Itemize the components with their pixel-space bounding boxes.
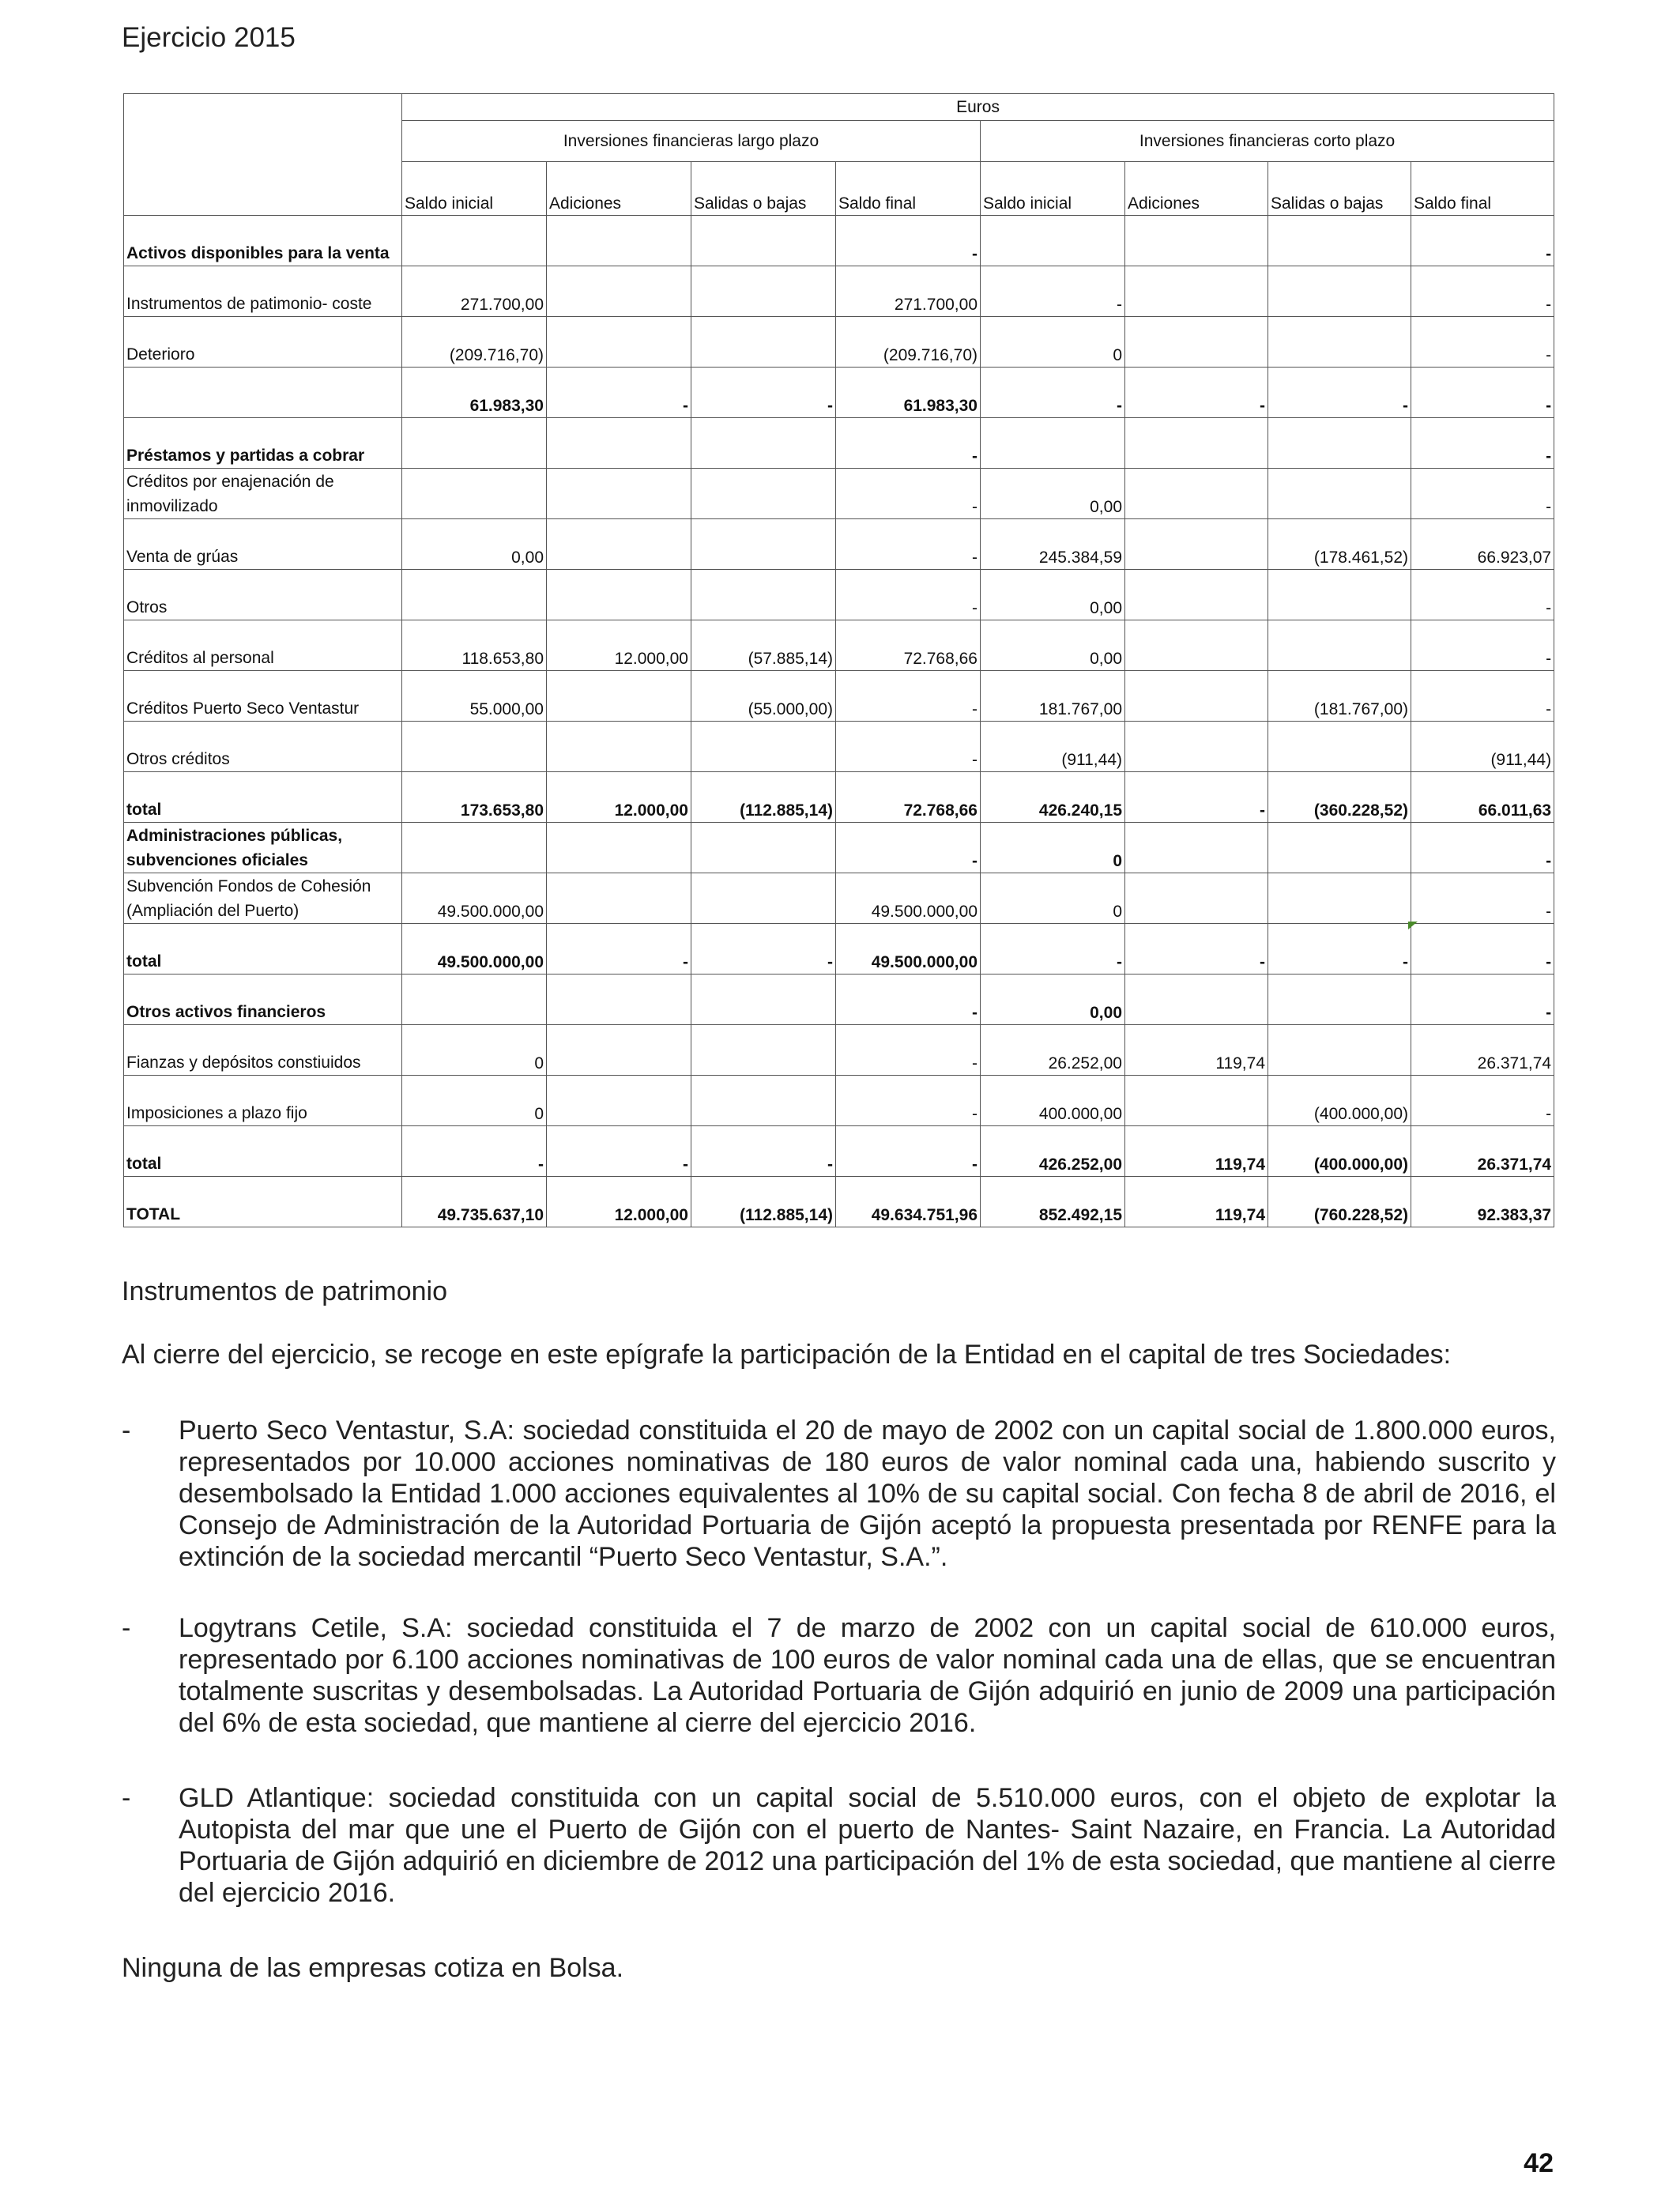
table-cell: 66.011,63 [1411,772,1554,823]
table-cell: 61.983,30 [402,368,547,418]
table-cell [1268,873,1411,924]
table-cell [1125,418,1268,469]
table-row [124,469,1554,519]
table-cell [981,418,1125,469]
table-row [124,974,1554,1025]
table-cell [1125,974,1268,1025]
table-cell: 426.252,00 [981,1126,1125,1177]
row-label: Instrumentos de patimonio- coste [124,266,402,317]
table-row [124,266,1554,317]
table-cell: - [1411,266,1554,317]
table-cell [547,570,691,620]
table-cell: - [836,519,981,570]
table-cell [1125,469,1268,519]
bullet-dash: - [122,1613,131,1643]
table-cell [547,266,691,317]
table-cell: - [836,671,981,722]
column-header: Saldo final [1411,162,1554,216]
row-label: Créditos por enajenación de inmovilizado [124,469,402,519]
table-cell [1268,469,1411,519]
bullet-dash: - [122,1783,131,1813]
table-cell [547,722,691,772]
table-cell: (209.716,70) [402,317,547,368]
table-row [124,1126,1554,1177]
table-cell: 0,00 [981,974,1125,1025]
row-label: Otros [124,570,402,620]
header-long-term: Inversiones financieras largo plazo [402,121,981,162]
table-cell: 271.700,00 [836,266,981,317]
table-cell: 0,00 [981,469,1125,519]
table-cell: - [1268,924,1411,974]
table-cell: 119,74 [1125,1126,1268,1177]
table-cell: 0 [981,873,1125,924]
table-cell: - [1411,317,1554,368]
table-row [124,519,1554,570]
table-row [124,722,1554,772]
table-cell: 49.500.000,00 [402,924,547,974]
table-cell: - [836,469,981,519]
bullet-logytrans [122,1612,1556,1739]
column-header: Saldo final [836,162,981,216]
table-cell: (360.228,52) [1268,772,1411,823]
row-label: total [124,924,402,974]
table-cell: - [836,1025,981,1076]
table-cell: - [981,266,1125,317]
table-cell [1125,519,1268,570]
table-cell: (209.716,70) [836,317,981,368]
table-cell [402,823,547,873]
table-cell: - [1411,873,1554,924]
table-cell [402,570,547,620]
bullet-text: Puerto Seco Ventastur, S.A: sociedad constituida el 20 de mayo de 2002 con un capital social de 1.800.000 euros, representados por 10.000 acciones nominativas de 180 euros de valor nominal cada una, habiendo suscrito y desembolsado la Entidad 1.000 acciones equivalentes al 10% de su capital social. Con fecha 8 de abril de 2016, el Consejo de Administración de la Autoridad Portuaria de Gijón aceptó la propuesta presentada por RENFE para la extinción de la sociedad mercantil “Puerto Seco Ventastur, S.A.”. [179,1416,1556,1572]
table-cell [1125,873,1268,924]
table-cell: - [836,1126,981,1177]
table-cell [1125,216,1268,266]
table-cell [402,469,547,519]
table-cell [402,216,547,266]
table-cell: 49.500.000,00 [402,873,547,924]
table-cell [547,974,691,1025]
table-cell [1125,722,1268,772]
table-cell [691,570,836,620]
table-cell [1268,974,1411,1025]
table-cell [1268,418,1411,469]
table-cell [547,873,691,924]
table-cell: 26.371,74 [1411,1126,1554,1177]
table-row [124,772,1554,823]
table-cell: (112.885,14) [691,772,836,823]
table-cell [547,317,691,368]
table-cell: 72.768,66 [836,620,981,671]
table-cell: 245.384,59 [981,519,1125,570]
table-cell: 118.653,80 [402,620,547,671]
table-cell: - [402,1126,547,1177]
table-cell: 12.000,00 [547,1177,691,1227]
table-row [124,418,1554,469]
table-cell: 0 [981,317,1125,368]
table-cell: 49.735.637,10 [402,1177,547,1227]
row-label: Créditos Puerto Seco Ventastur [124,671,402,722]
table-cell: (112.885,14) [691,1177,836,1227]
table-cell: 271.700,00 [402,266,547,317]
table-row [124,317,1554,368]
row-label: Fianzas y depósitos constiuidos [124,1025,402,1076]
table-cell [1125,671,1268,722]
table-cell: - [691,368,836,418]
table-cell [1268,1025,1411,1076]
table-cell [547,519,691,570]
table-cell [1268,620,1411,671]
table-cell: - [836,974,981,1025]
table-cell [691,418,836,469]
table-row [124,216,1554,266]
table-cell: - [981,368,1125,418]
table-cell [1125,570,1268,620]
row-label: Venta de grúas [124,519,402,570]
bullet-puerto-seco [122,1415,1556,1573]
table-cell: 49.500.000,00 [836,924,981,974]
table-cell: 400.000,00 [981,1076,1125,1126]
table-cell: - [1268,368,1411,418]
table-cell: (911,44) [1411,722,1554,772]
table-row [124,570,1554,620]
table-cell: 61.983,30 [836,368,981,418]
table-cell: 0 [981,823,1125,873]
table-cell: 119,74 [1125,1025,1268,1076]
table-cell: 92.383,37 [1411,1177,1554,1227]
table-cell: 26.252,00 [981,1025,1125,1076]
row-label: Préstamos y partidas a cobrar [124,418,402,469]
table-cell: - [691,924,836,974]
table-cell [1268,722,1411,772]
table-cell: (400.000,00) [1268,1126,1411,1177]
table-cell [691,266,836,317]
table-cell: - [1411,570,1554,620]
row-label: total [124,1126,402,1177]
table-cell: - [1411,823,1554,873]
table-cell [691,974,836,1025]
table-cell: 72.768,66 [836,772,981,823]
table-cell [691,823,836,873]
column-header: Saldo inicial [981,162,1125,216]
table-cell: - [1411,924,1554,974]
table-row [124,620,1554,671]
table-cell: (400.000,00) [1268,1076,1411,1126]
table-row [124,1076,1554,1126]
table-cell: - [547,924,691,974]
table-cell: 26.371,74 [1411,1025,1554,1076]
table-cell: - [1411,469,1554,519]
column-header: Salidas o bajas [691,162,836,216]
table-cell: 12.000,00 [547,772,691,823]
cell-comment-marker [1408,922,1418,929]
table-cell [1125,823,1268,873]
bullet-text: GLD Atlantique: sociedad constituida con un capital social de 5.510.000 euros, con el objeto de explotar la Autopista del mar que une el Puerto de Gijón con el puerto de Nantes- Saint Nazaire, en Francia. La Autoridad Portuaria de Gijón adquirió en diciembre de 2012 una participación del 1% de esta sociedad, que mantiene al cierre del ejercicio 2016. [179,1783,1556,1908]
table-cell: 0,00 [402,519,547,570]
table-cell [547,1076,691,1126]
table-cell: - [1411,620,1554,671]
table-row [124,1025,1554,1076]
column-header: Adiciones [547,162,691,216]
table-cell: - [836,570,981,620]
table-cell [1268,823,1411,873]
table-cell: - [547,1126,691,1177]
table-cell: - [1125,368,1268,418]
table-row [124,924,1554,974]
table-cell [691,216,836,266]
table-cell: - [981,924,1125,974]
table-cell: 0,00 [981,620,1125,671]
row-label: Subvención Fondos de Cohesión (Ampliación del Puerto) [124,873,402,924]
table-cell [691,519,836,570]
table-cell: - [547,368,691,418]
row-label [124,368,402,418]
table-cell: 173.653,80 [402,772,547,823]
table-cell: (911,44) [981,722,1125,772]
table-cell [981,216,1125,266]
table-cell: 0,00 [981,570,1125,620]
table-cell: - [1411,1076,1554,1126]
table-cell: 12.000,00 [547,620,691,671]
table-cell: (178.461,52) [1268,519,1411,570]
table-cell [547,469,691,519]
table-cell [1125,266,1268,317]
table-cell [1268,570,1411,620]
table-cell: 0 [402,1025,547,1076]
row-label: Otros créditos [124,722,402,772]
table-cell: - [1411,671,1554,722]
table-cell: 852.492,15 [981,1177,1125,1227]
table-cell [402,722,547,772]
table-cell: 426.240,15 [981,772,1125,823]
bullet-text: Logytrans Cetile, S.A: sociedad constituida el 7 de marzo de 2002 con un capital social de 610.000 euros, representado por 6.100 acciones nominativas de 100 euros de valor nominal cada una de ellas, que se encuentran totalmente suscritas y desembolsadas. La Autoridad Portuaria de Gijón adquirió en junio de 2009 una participación del 6% de esta sociedad, que mantiene al cierre del ejercicio 2016. [179,1613,1556,1738]
column-header: Salidas o bajas [1268,162,1411,216]
table-cell: (181.767,00) [1268,671,1411,722]
table-cell [547,671,691,722]
table-cell [1268,266,1411,317]
table-cell: - [1411,974,1554,1025]
table-cell [402,418,547,469]
bullet-gld-atlantique [122,1782,1556,1909]
table-cell [1125,1076,1268,1126]
table-cell: 66.923,07 [1411,519,1554,570]
row-label: Administraciones públicas, subvenciones oficiales [124,823,402,873]
page-header-title: Ejercicio 2015 [122,22,296,53]
table-row [124,823,1554,873]
table-cell: (57.885,14) [691,620,836,671]
table-cell: - [836,823,981,873]
header-short-term: Inversiones financieras corto plazo [981,121,1554,162]
row-label: Otros activos financieros [124,974,402,1025]
page-number: 42 [1524,2148,1554,2178]
bullet-dash: - [122,1416,131,1446]
table-corner [124,94,402,216]
table-cell: 119,74 [1125,1177,1268,1227]
table-cell: (55.000,00) [691,671,836,722]
row-label: Deterioro [124,317,402,368]
table-cell [1125,317,1268,368]
row-label: Activos disponibles para la venta [124,216,402,266]
table-cell: - [1125,924,1268,974]
row-label: Imposiciones a plazo fijo [124,1076,402,1126]
table-cell [547,216,691,266]
table-row [124,671,1554,722]
table-row [124,873,1554,924]
table-row [124,1177,1554,1227]
row-label: Créditos al personal [124,620,402,671]
table-cell [691,1025,836,1076]
table-cell [547,418,691,469]
row-label: total [124,772,402,823]
table-cell: 0 [402,1076,547,1126]
table-cell: - [1411,368,1554,418]
table-cell: - [836,722,981,772]
row-label: TOTAL [124,1177,402,1227]
table-cell: - [1125,772,1268,823]
table-cell [402,974,547,1025]
table-cell [691,317,836,368]
table-cell [691,469,836,519]
table-cell: - [836,1076,981,1126]
table-cell [691,873,836,924]
table-cell: 49.634.751,96 [836,1177,981,1227]
section-title: Instrumentos de patrimonio [122,1276,447,1306]
table-row [124,368,1554,418]
table-cell [547,1025,691,1076]
closing-paragraph: Ninguna de las empresas cotiza en Bolsa. [122,1953,624,1983]
table-cell [1125,620,1268,671]
column-header: Saldo inicial [402,162,547,216]
table-cell: (760.228,52) [1268,1177,1411,1227]
table-cell: 49.500.000,00 [836,873,981,924]
table-cell: - [1411,216,1554,266]
table-cell: 55.000,00 [402,671,547,722]
table-cell [547,823,691,873]
table-cell: - [691,1126,836,1177]
column-header: Adiciones [1125,162,1268,216]
financial-investments-table [123,93,1554,1227]
intro-paragraph: Al cierre del ejercicio, se recoge en este epígrafe la participación de la Entidad en el capital de tres Sociedades: [122,1340,1452,1370]
table-cell [1268,317,1411,368]
table-cell [1268,216,1411,266]
table-cell [691,1076,836,1126]
table-cell: - [836,418,981,469]
header-euros: Euros [402,94,1554,121]
table-cell: - [836,216,981,266]
table-cell: 181.767,00 [981,671,1125,722]
table-cell [691,722,836,772]
table-cell: - [1411,418,1554,469]
